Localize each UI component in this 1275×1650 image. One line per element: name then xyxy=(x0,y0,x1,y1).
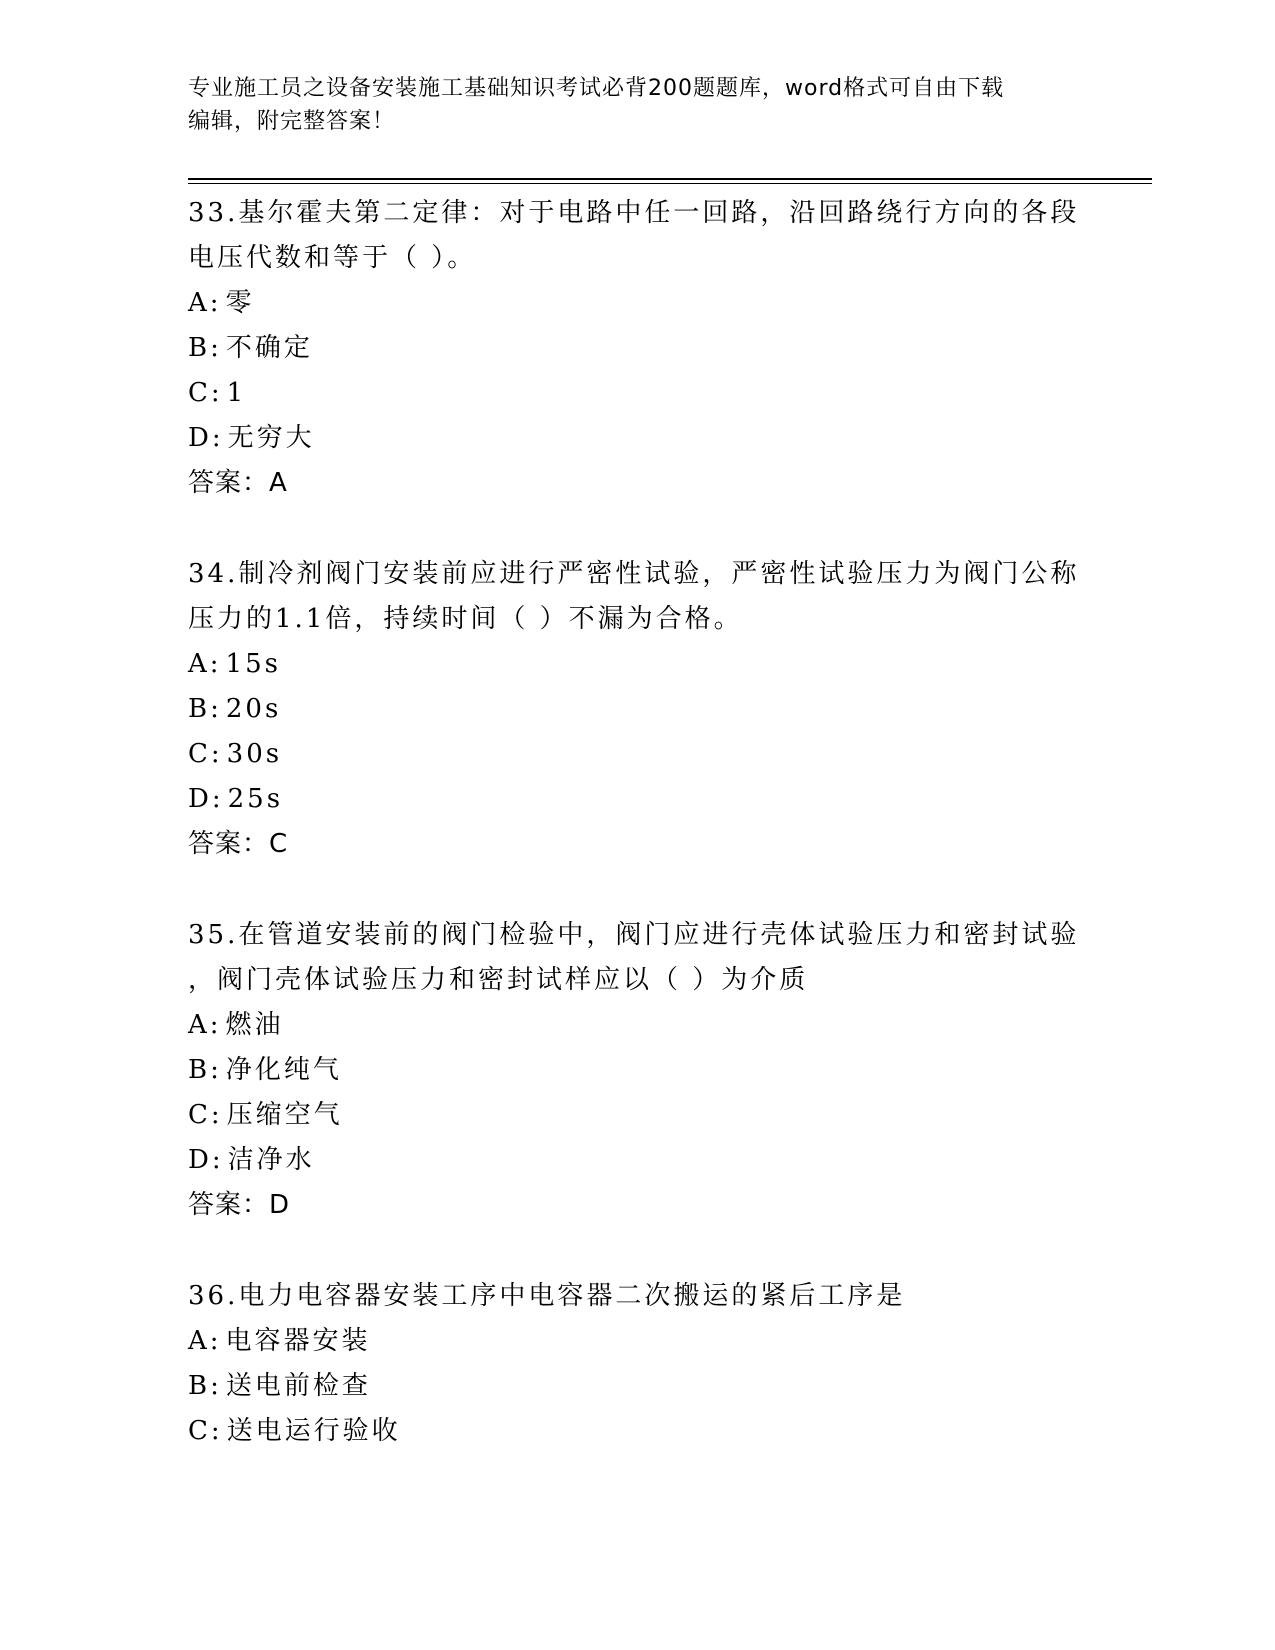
option-d xyxy=(188,1138,1088,1183)
option-letter: C: xyxy=(188,378,223,408)
header-line-1: 专业施工员之设备安装施工基础知识考试必背200题题库，word格式可自由下载 xyxy=(188,76,1005,101)
option-letter: A: xyxy=(188,288,222,318)
option-letter: A: xyxy=(188,1326,222,1356)
option-text: 20s xyxy=(225,694,282,724)
question-text-line: 33.基尔霍夫第二定律：对于电路中任一回路，沿回路绕行方向的各段 xyxy=(188,198,1080,228)
question-33 xyxy=(188,191,1088,506)
option-text: 送电运行验收 xyxy=(226,1416,401,1446)
option-letter: B: xyxy=(188,694,222,724)
question-36 xyxy=(188,1274,1088,1454)
question-35 xyxy=(188,913,1088,1228)
option-letter: D: xyxy=(188,1145,224,1175)
option-letter: B: xyxy=(188,1055,222,1085)
option-letter: B: xyxy=(188,1371,222,1401)
option-text: 25s xyxy=(227,784,284,814)
option-text: 不确定 xyxy=(225,333,313,363)
option-letter: D: xyxy=(188,423,224,453)
question-text-line: 36.电力电容器安装工序中电容器二次搬运的紧后工序是 xyxy=(188,1281,906,1311)
option-text: 压缩空气 xyxy=(226,1100,343,1130)
option-text: 送电前检查 xyxy=(225,1371,371,1401)
option-b xyxy=(188,1048,1088,1093)
option-a xyxy=(188,1319,1088,1364)
answer-line: 答案：C xyxy=(188,829,289,859)
answer-line: 答案：A xyxy=(188,468,288,498)
question-text-line: 35.在管道安装前的阀门检验中，阀门应进行壳体试验压力和密封试验 xyxy=(188,920,1080,950)
header-line-2: 编辑，附完整答案！ xyxy=(188,109,396,134)
question-text-line: 34.制冷剂阀门安装前应进行严密性试验，严密性试验压力为阀门公称 xyxy=(188,559,1080,589)
option-letter: A: xyxy=(188,649,222,679)
option-b xyxy=(188,326,1088,371)
option-text: 洁净水 xyxy=(227,1145,315,1175)
option-c xyxy=(188,1093,1088,1138)
option-letter: C: xyxy=(188,739,223,769)
option-letter: A: xyxy=(188,1010,222,1040)
option-d xyxy=(188,777,1088,822)
option-text: 无穷大 xyxy=(227,423,315,453)
option-c xyxy=(188,1409,1088,1454)
option-c xyxy=(188,732,1088,777)
option-b xyxy=(188,687,1088,732)
option-text: 30s xyxy=(226,739,283,769)
question-text-line: ，阀门壳体试验压力和密封试样应以（ ）为介质 xyxy=(188,965,809,995)
option-text: 零 xyxy=(225,288,255,318)
option-a xyxy=(188,281,1088,326)
option-b xyxy=(188,1364,1088,1409)
option-a xyxy=(188,1003,1088,1048)
option-text: 净化纯气 xyxy=(225,1055,342,1085)
option-letter: D: xyxy=(188,784,224,814)
question-text xyxy=(188,552,1088,642)
option-text: 1 xyxy=(226,378,247,408)
option-d xyxy=(188,416,1088,461)
header-divider-thick xyxy=(188,178,1152,180)
option-letter: C: xyxy=(188,1100,223,1130)
document-header xyxy=(188,72,1088,138)
question-text xyxy=(188,1274,1088,1319)
question-list xyxy=(188,191,1088,1500)
option-text: 燃油 xyxy=(225,1010,284,1040)
question-text xyxy=(188,913,1088,1003)
question-text-line: 电压代数和等于（ ）。 xyxy=(188,243,477,273)
header-divider-thin xyxy=(188,183,1152,184)
question-34 xyxy=(188,552,1088,867)
question-text-line: 压力的1.1倍，持续时间（ ）不漏为合格。 xyxy=(188,604,743,634)
question-text xyxy=(188,191,1088,281)
option-text: 电容器安装 xyxy=(225,1326,371,1356)
option-text: 15s xyxy=(225,649,281,679)
answer-line: 答案：D xyxy=(188,1190,291,1220)
option-letter: C: xyxy=(188,1416,223,1446)
option-c xyxy=(188,371,1088,416)
option-letter: B: xyxy=(188,333,222,363)
option-a xyxy=(188,642,1088,687)
